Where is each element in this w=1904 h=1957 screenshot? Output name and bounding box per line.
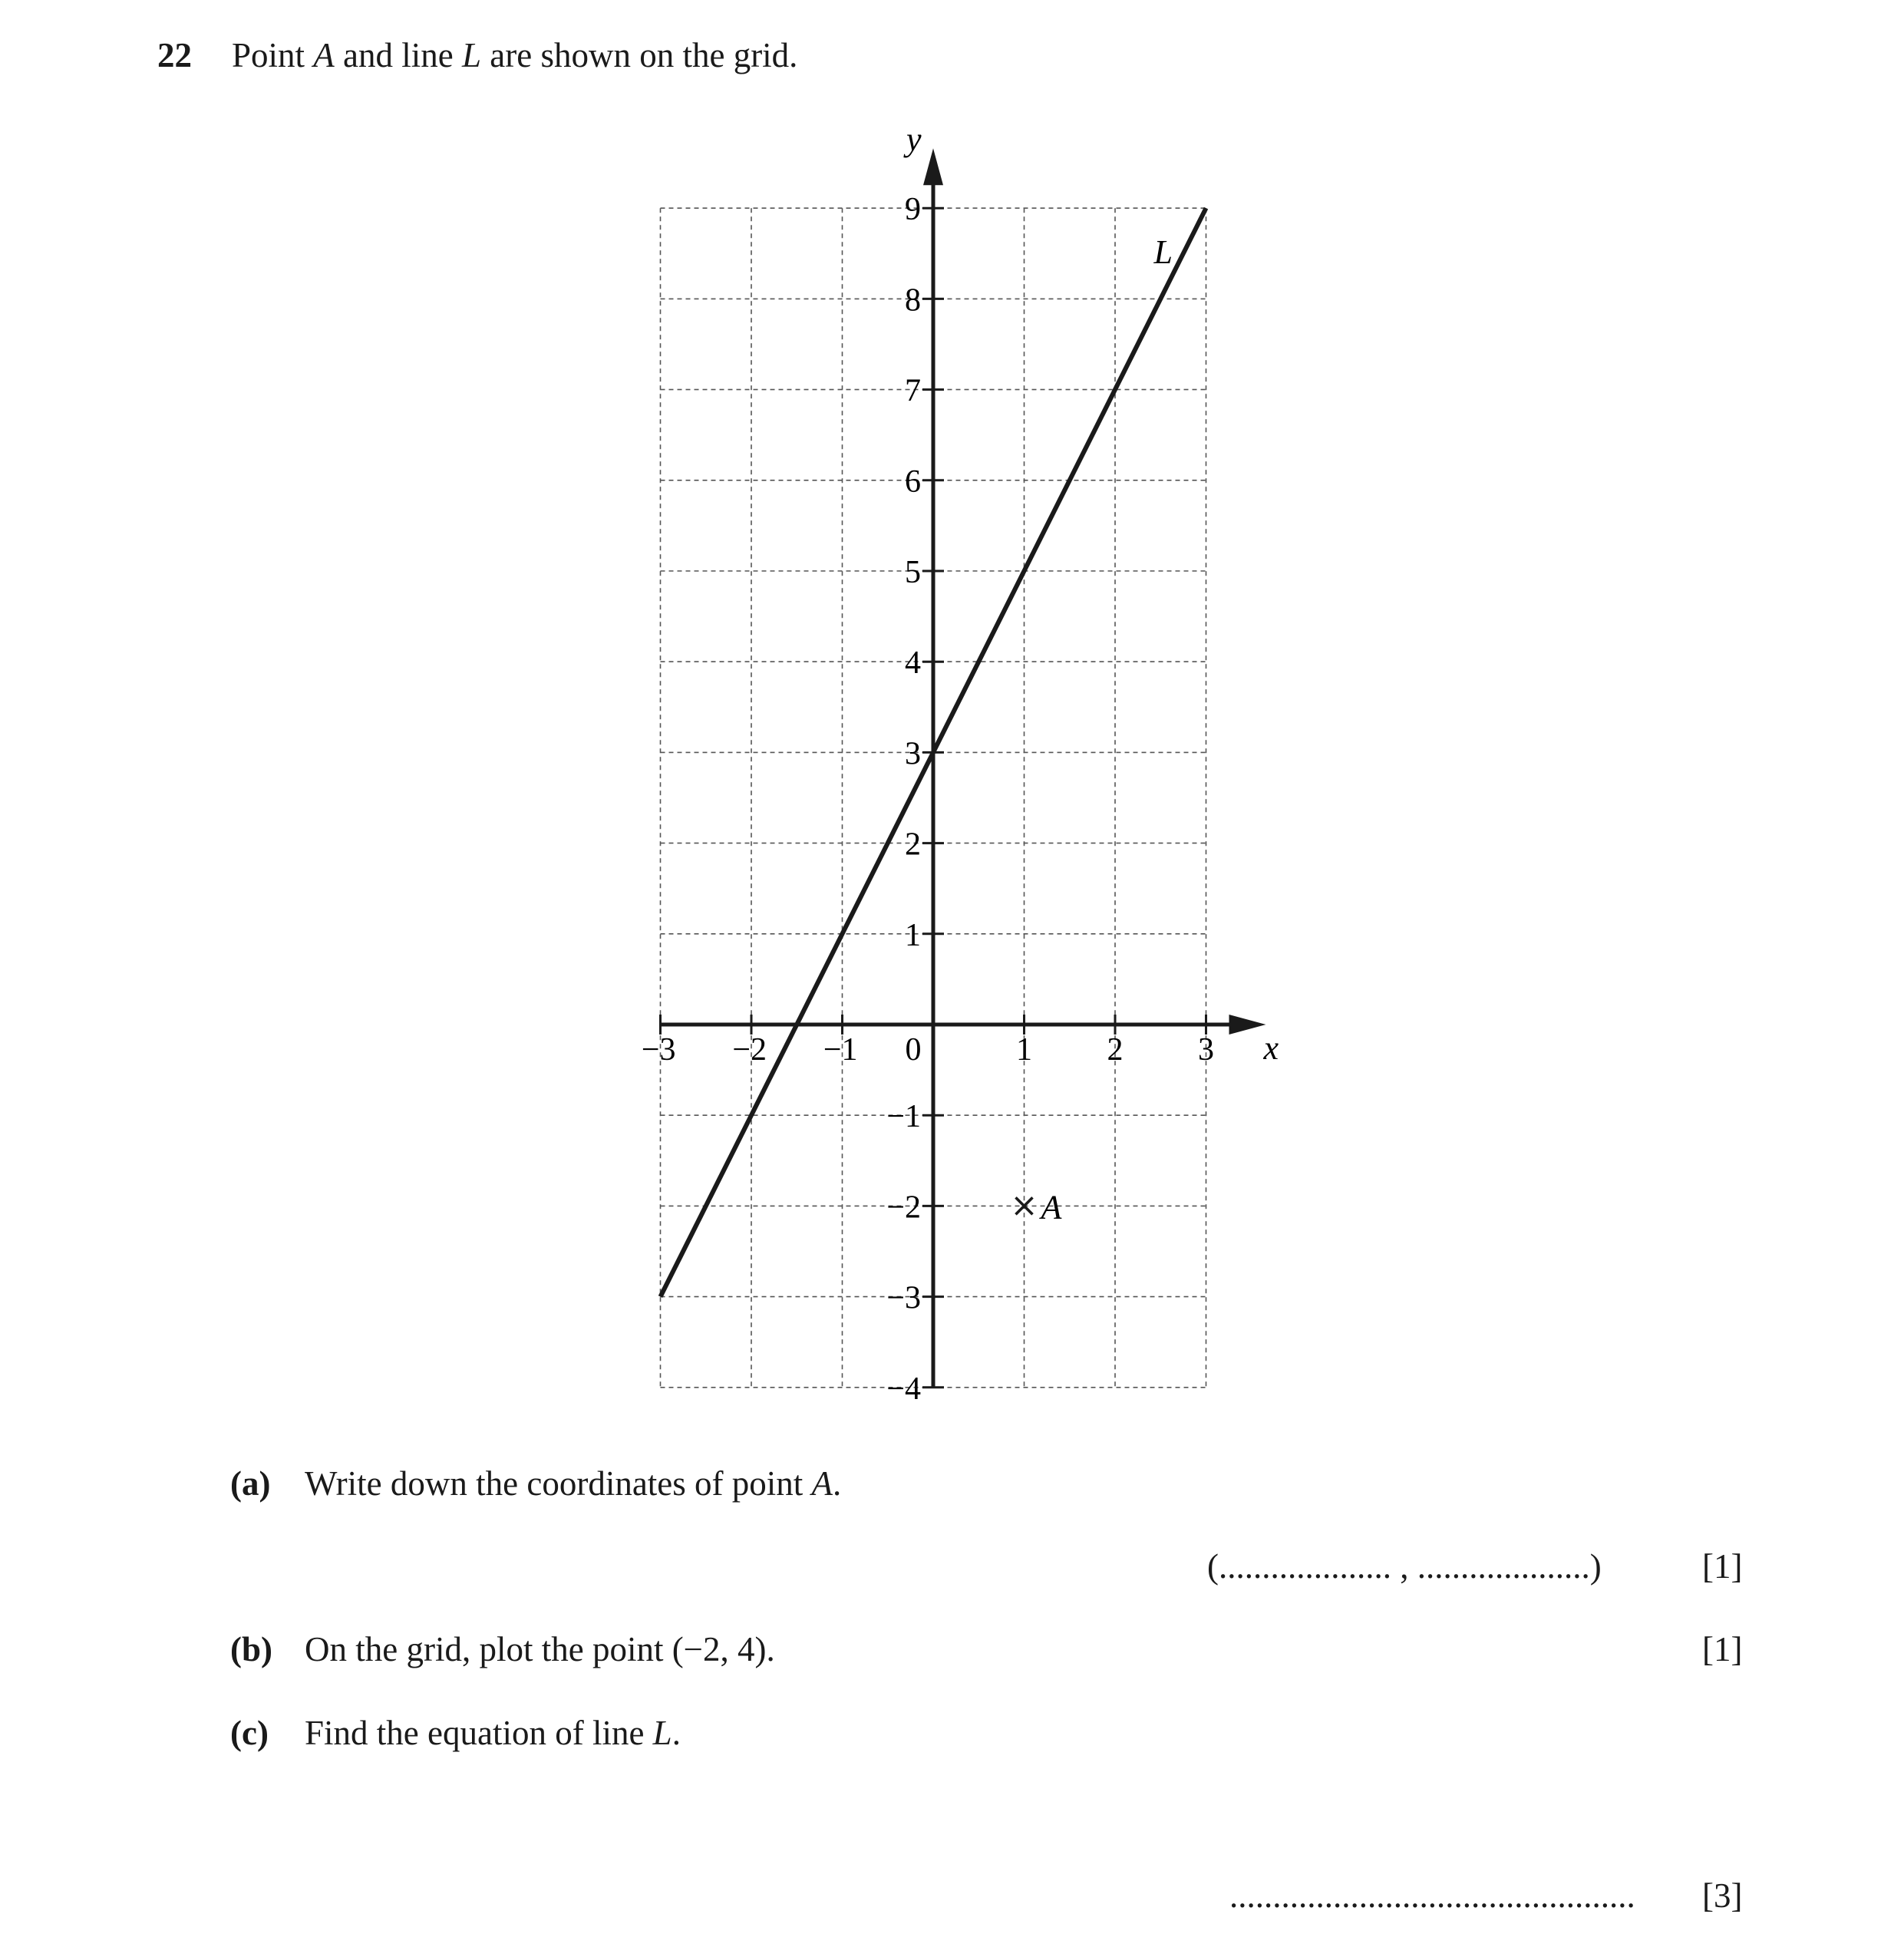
y-tick-label: −4: [886, 1371, 921, 1407]
y-axis-label: y: [906, 120, 922, 159]
part-a-label: (a): [230, 1464, 271, 1503]
y-tick-label: −1: [886, 1099, 921, 1135]
line-L-label: L: [1153, 233, 1173, 272]
x-axis-label: x: [1263, 1029, 1279, 1067]
y-tick-label: 9: [905, 192, 921, 228]
point-A-label: A: [1041, 1188, 1062, 1226]
y-axis-arrow: [923, 148, 943, 185]
x-tick-label: 3: [1198, 1032, 1214, 1068]
part-c-text: Find the equation of line L.: [305, 1714, 681, 1752]
x-axis-arrow: [1229, 1015, 1266, 1035]
y-tick-label: 8: [905, 282, 921, 318]
part-a-text: Write down the coordinates of point A.: [305, 1464, 842, 1503]
part-b-text: On the grid, plot the point (−2, 4).: [305, 1630, 775, 1668]
x-tick-label: −2: [732, 1032, 767, 1068]
part-b-label: (b): [230, 1630, 272, 1668]
x-tick-label: 0: [905, 1032, 922, 1068]
part-c-answer-line[interactable]: ...............................................: [1229, 1876, 1635, 1915]
y-tick-label: 6: [905, 464, 921, 500]
question-text: Point A and line L are shown on the grid.: [232, 36, 798, 74]
y-tick-label: 1: [905, 917, 921, 953]
x-tick-label: −3: [641, 1032, 676, 1068]
tick-labels: [642, 120, 1279, 1407]
point-name: A: [313, 36, 335, 74]
x-tick-label: −1: [823, 1032, 858, 1068]
y-tick-label: 4: [905, 645, 921, 681]
y-tick-label: 5: [905, 555, 921, 590]
question-number: 22: [157, 36, 192, 74]
x-tick-label: 2: [1107, 1032, 1124, 1068]
y-tick-label: 2: [905, 827, 921, 863]
x-tick-label: 1: [1016, 1032, 1032, 1068]
y-tick-label: −3: [886, 1280, 921, 1316]
line-name: L: [462, 36, 482, 74]
part-c-mark: [3]: [1702, 1876, 1743, 1915]
part-a-mark: [1]: [1702, 1547, 1743, 1586]
part-a-answer-line[interactable]: (.................... , ....................): [1207, 1547, 1602, 1586]
y-tick-label: −2: [886, 1190, 921, 1226]
part-c-label: (c): [230, 1714, 269, 1752]
y-tick-label: 7: [905, 373, 921, 409]
part-b-mark: [1]: [1702, 1630, 1743, 1668]
y-tick-label: 3: [905, 736, 921, 772]
points: [1016, 1188, 1063, 1226]
